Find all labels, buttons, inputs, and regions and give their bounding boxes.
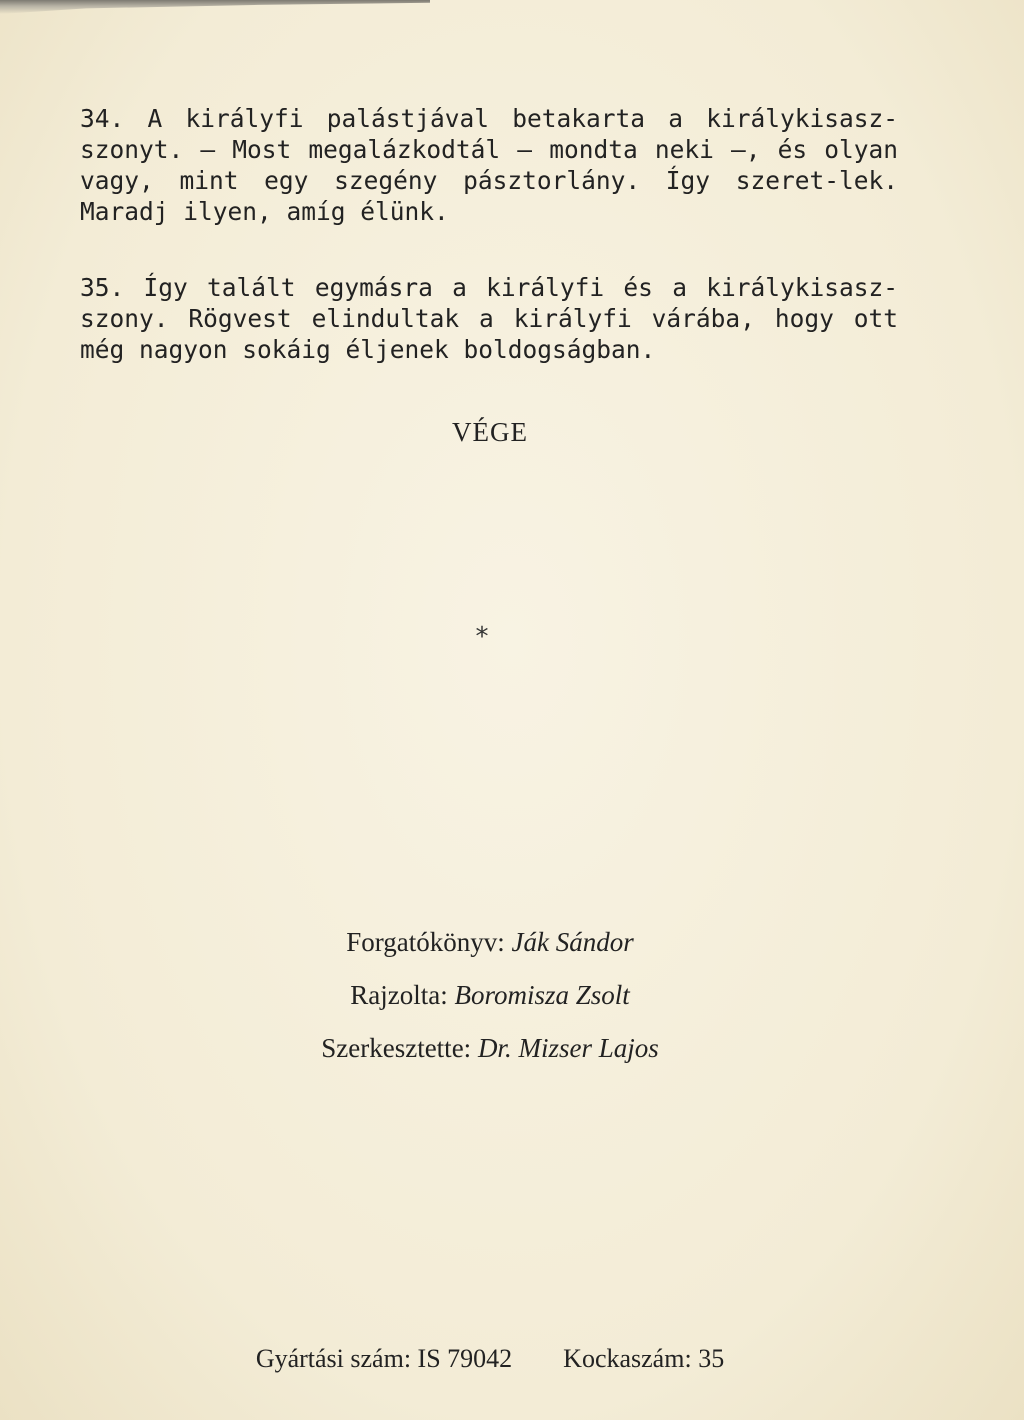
frame-count-label: Kockaszám: [563,1344,692,1373]
production-number: IS 79042 [417,1344,513,1373]
frame-count: 35 [698,1344,725,1373]
paragraph-35: 35. Így talált egymásra a királyfi és a királykisasz-szony. Rögvest elindultak a királyfi várába, hogy ott még nagyon sokáig éljenek boldogságban. [80,273,898,364]
credit-role: Forgatókönyv: [346,927,505,957]
credit-role: Rajzolta: [350,980,448,1010]
torn-paper-edge [0,0,430,14]
credit-name: Ják Sándor [511,927,634,957]
credit-illustrator [0,975,980,1028]
credit-name: Boromisza Zsolt [454,980,630,1010]
credit-editor [0,1028,980,1081]
credit-name: Dr. Mizser Lajos [477,1033,659,1063]
asterisk-separator: * [475,622,489,652]
footer-production-info [0,1344,980,1374]
production-label: Gyártási szám: [255,1344,412,1373]
credit-role: Szerkesztette: [321,1033,472,1063]
credit-screenplay [0,922,980,975]
end-title: VÉGE [452,417,528,447]
credits-block [0,922,980,1081]
paragraph-34: 34. A királyfi palástjával betakarta a királykisasz-szonyt. — Most megalázkodtál — mondta neki —, és olyan vagy, mint egy szegény pásztorlány. Így szeret-lek. Maradj ilyen, amíg élünk. [80,104,898,226]
